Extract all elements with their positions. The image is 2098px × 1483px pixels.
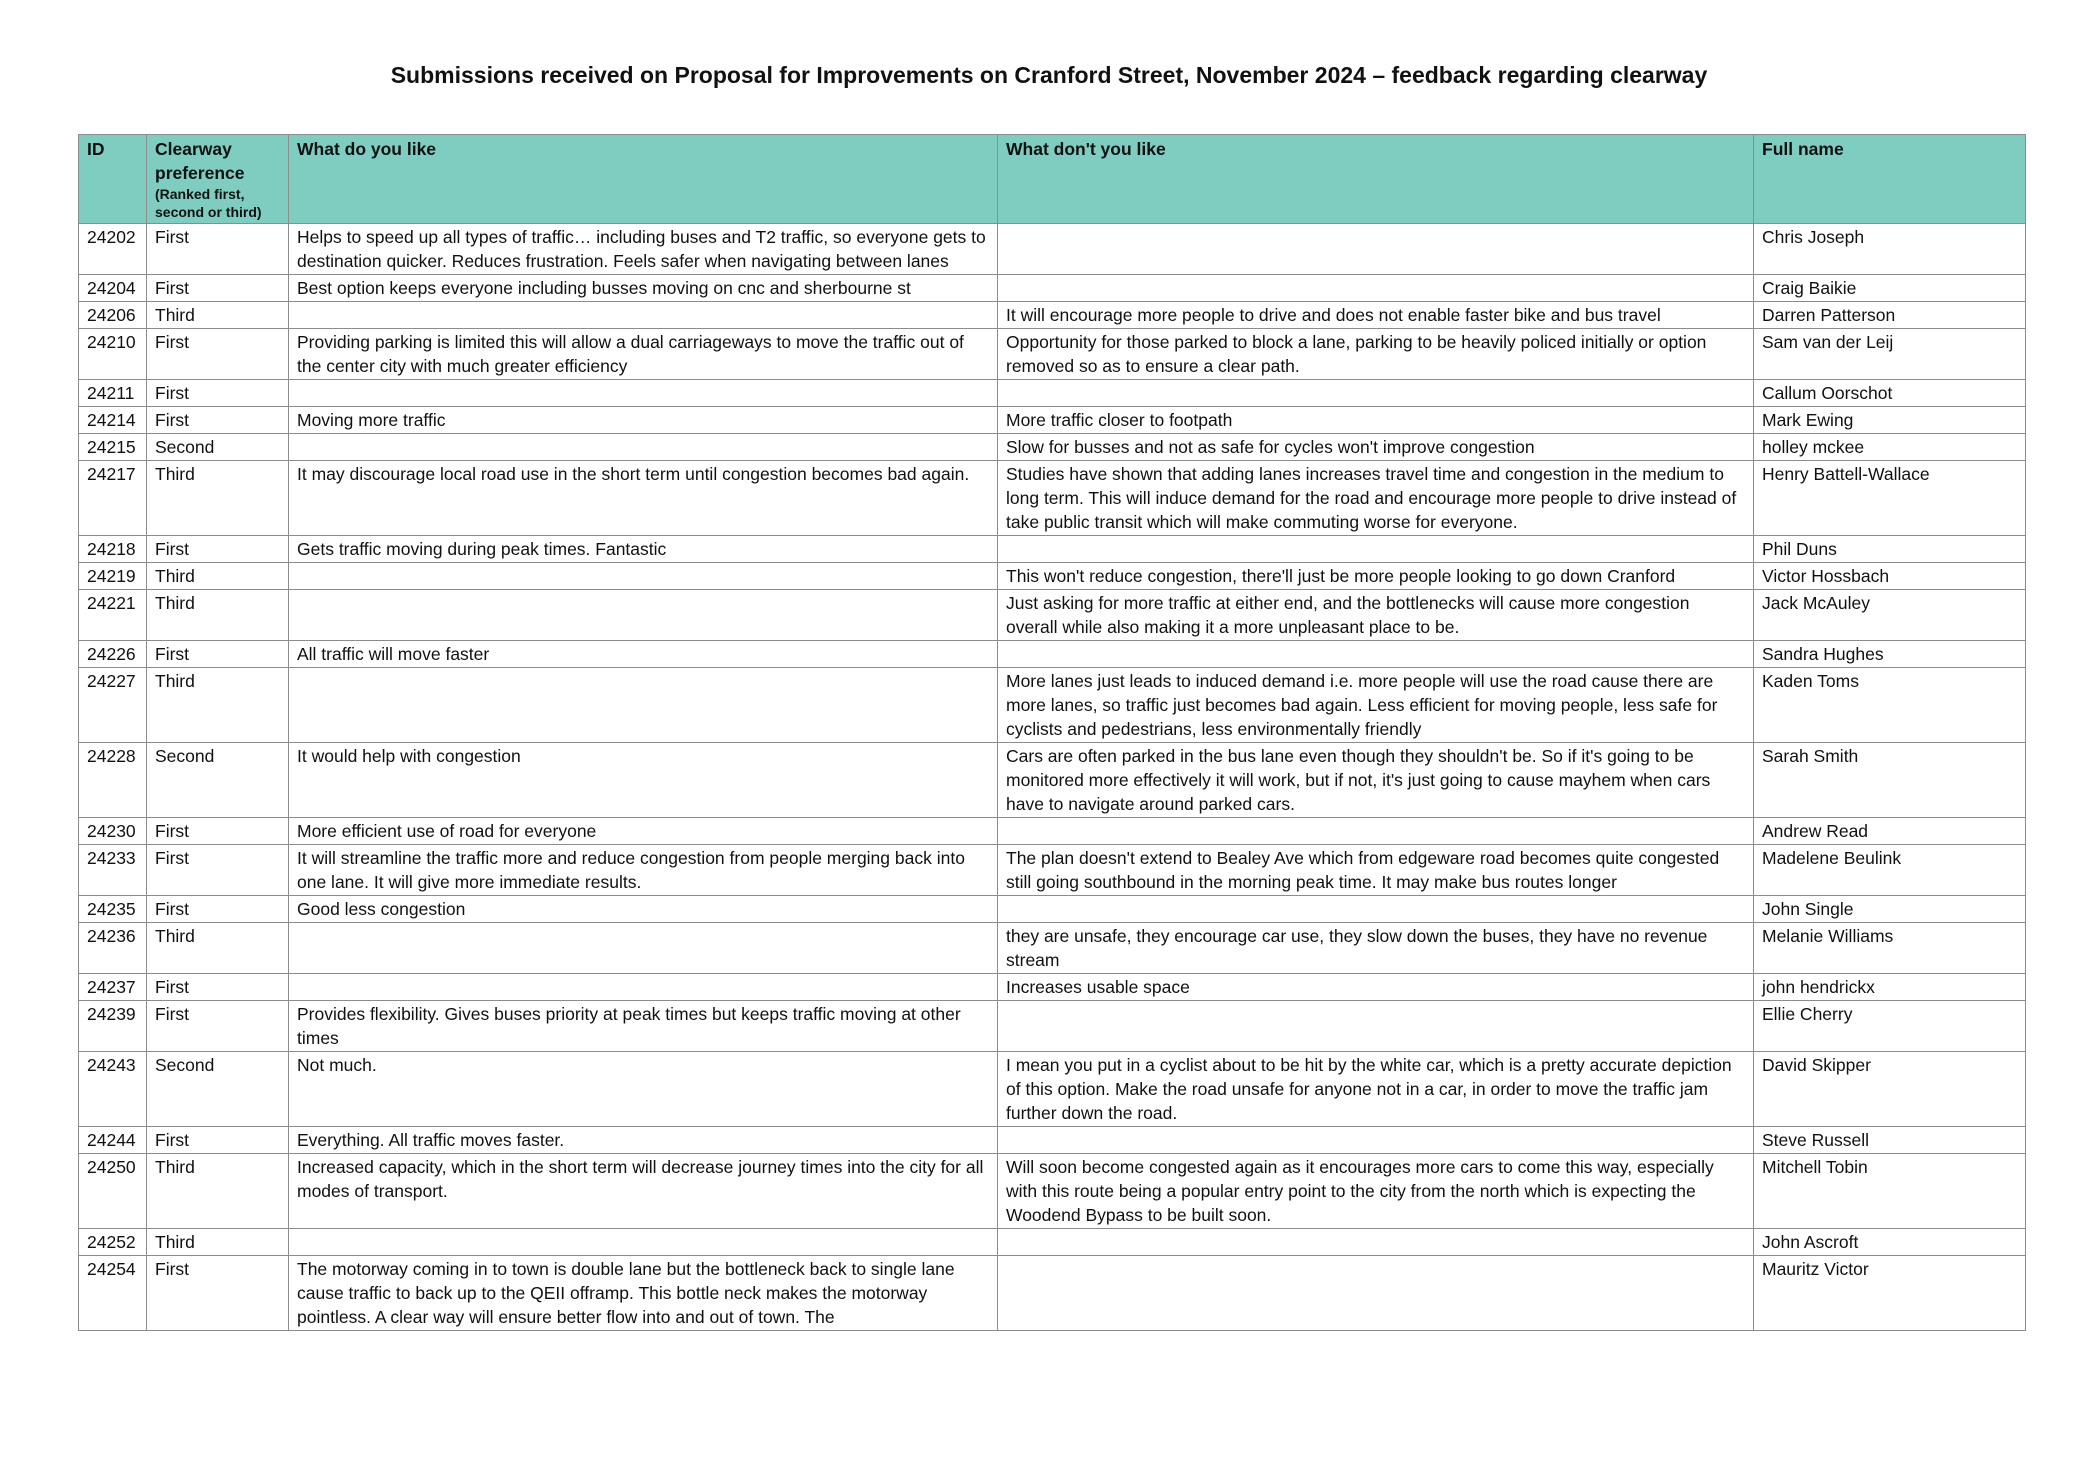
cell-dislike xyxy=(998,224,1754,275)
table-row xyxy=(79,1052,2026,1127)
cell-name: Sam van der Leij xyxy=(1754,329,2026,380)
cell-preference: Second xyxy=(147,1052,289,1127)
cell-id: 24210 xyxy=(79,329,147,380)
cell-like xyxy=(289,668,998,743)
cell-dislike xyxy=(998,275,1754,302)
cell-preference: First xyxy=(147,818,289,845)
cell-name: Mitchell Tobin xyxy=(1754,1154,2026,1229)
table-row xyxy=(79,590,2026,641)
cell-dislike xyxy=(998,1256,1754,1331)
table-row xyxy=(79,536,2026,563)
cell-id: 24226 xyxy=(79,641,147,668)
cell-like xyxy=(289,974,998,1001)
cell-name: Phil Duns xyxy=(1754,536,2026,563)
cell-dislike: I mean you put in a cyclist about to be hit by the white car, which is a pretty accurate depiction of this option. Make the road unsafe for anyone not in a car, in order to move the traffic jam further down the road. xyxy=(998,1052,1754,1127)
cell-name: John Ascroft xyxy=(1754,1229,2026,1256)
cell-dislike: More traffic closer to footpath xyxy=(998,407,1754,434)
table-row xyxy=(79,974,2026,1001)
cell-name: Madelene Beulink xyxy=(1754,845,2026,896)
cell-preference: First xyxy=(147,329,289,380)
cell-preference: Third xyxy=(147,1229,289,1256)
column-header-dislike: What don't you like xyxy=(998,135,1754,224)
cell-preference: First xyxy=(147,641,289,668)
cell-preference: Third xyxy=(147,461,289,536)
cell-like xyxy=(289,590,998,641)
cell-like: Helps to speed up all types of traffic… including buses and T2 traffic, so everyone gets to destination quicker. Reduces frustration. Feels safer when navigating between lanes xyxy=(289,224,998,275)
column-header-name: Full name xyxy=(1754,135,2026,224)
column-header-preference xyxy=(147,135,289,224)
cell-dislike: More lanes just leads to induced demand i.e. more people will use the road cause there are more lanes, so traffic just becomes bad again. Less efficient for moving people, less safe for cyclists and pedestrians, less environmentally friendly xyxy=(998,668,1754,743)
cell-preference: First xyxy=(147,1001,289,1052)
cell-preference: First xyxy=(147,845,289,896)
cell-id: 24206 xyxy=(79,302,147,329)
table-row xyxy=(79,668,2026,743)
cell-dislike: Cars are often parked in the bus lane even though they shouldn't be. So if it's going to be monitored more effectively it will work, but if not, it's just going to cause mayhem when cars have to navigate around parked cars. xyxy=(998,743,1754,818)
cell-preference: Third xyxy=(147,563,289,590)
table-row xyxy=(79,1154,2026,1229)
table-row xyxy=(79,329,2026,380)
cell-name: holley mckee xyxy=(1754,434,2026,461)
cell-id: 24230 xyxy=(79,818,147,845)
cell-dislike: Studies have shown that adding lanes increases travel time and congestion in the medium to long term. This will induce demand for the road and encourage more people to drive instead of take public transit which will make commuting worse for everyone. xyxy=(998,461,1754,536)
cell-like: Provides flexibility. Gives buses priority at peak times but keeps traffic moving at other times xyxy=(289,1001,998,1052)
cell-dislike: The plan doesn't extend to Bealey Ave which from edgeware road becomes quite congested still going southbound in the morning peak time. It may make bus routes longer xyxy=(998,845,1754,896)
cell-like: Moving more traffic xyxy=(289,407,998,434)
cell-like xyxy=(289,563,998,590)
cell-id: 24236 xyxy=(79,923,147,974)
cell-dislike xyxy=(998,380,1754,407)
table-row xyxy=(79,845,2026,896)
cell-dislike: Opportunity for those parked to block a lane, parking to be heavily policed initially or option removed so as to ensure a clear path. xyxy=(998,329,1754,380)
cell-preference: First xyxy=(147,407,289,434)
table-row xyxy=(79,461,2026,536)
cell-like: Everything. All traffic moves faster. xyxy=(289,1127,998,1154)
cell-name: Andrew Read xyxy=(1754,818,2026,845)
cell-dislike xyxy=(998,1127,1754,1154)
table-row xyxy=(79,302,2026,329)
cell-name: John Single xyxy=(1754,896,2026,923)
table-row xyxy=(79,923,2026,974)
cell-like: It will streamline the traffic more and reduce congestion from people merging back into one lane. It will give more immediate results. xyxy=(289,845,998,896)
cell-name: Mauritz Victor xyxy=(1754,1256,2026,1331)
cell-like xyxy=(289,434,998,461)
table-row xyxy=(79,1256,2026,1331)
cell-id: 24235 xyxy=(79,896,147,923)
cell-name: Melanie Williams xyxy=(1754,923,2026,974)
submissions-table xyxy=(78,134,2026,1331)
cell-name: Kaden Toms xyxy=(1754,668,2026,743)
table-row xyxy=(79,563,2026,590)
table-row xyxy=(79,743,2026,818)
cell-id: 24204 xyxy=(79,275,147,302)
cell-name: Victor Hossbach xyxy=(1754,563,2026,590)
cell-like xyxy=(289,1229,998,1256)
table-row xyxy=(79,275,2026,302)
cell-dislike: This won't reduce congestion, there'll just be more people looking to go down Cranford xyxy=(998,563,1754,590)
cell-name: Craig Baikie xyxy=(1754,275,2026,302)
cell-name: David Skipper xyxy=(1754,1052,2026,1127)
cell-name: Henry Battell-Wallace xyxy=(1754,461,2026,536)
cell-id: 24211 xyxy=(79,380,147,407)
cell-like: Best option keeps everyone including busses moving on cnc and sherbourne st xyxy=(289,275,998,302)
cell-like xyxy=(289,302,998,329)
cell-id: 24252 xyxy=(79,1229,147,1256)
cell-preference: Third xyxy=(147,1154,289,1229)
cell-id: 24215 xyxy=(79,434,147,461)
table-row xyxy=(79,896,2026,923)
cell-dislike: Just asking for more traffic at either end, and the bottlenecks will cause more congestion overall while also making it a more unpleasant place to be. xyxy=(998,590,1754,641)
cell-dislike: Will soon become congested again as it encourages more cars to come this way, especially with this route being a popular entry point to the city from the north which is expecting the Woodend Bypass to be built soon. xyxy=(998,1154,1754,1229)
cell-like: Good less congestion xyxy=(289,896,998,923)
table-row xyxy=(79,1127,2026,1154)
cell-dislike xyxy=(998,896,1754,923)
table-body xyxy=(79,224,2026,1331)
cell-like: It would help with congestion xyxy=(289,743,998,818)
table-row xyxy=(79,434,2026,461)
cell-dislike xyxy=(998,536,1754,563)
cell-like: Not much. xyxy=(289,1052,998,1127)
cell-name: Darren Patterson xyxy=(1754,302,2026,329)
cell-dislike: It will encourage more people to drive and does not enable faster bike and bus travel xyxy=(998,302,1754,329)
column-header-preference-note: (Ranked first, second or third) xyxy=(155,186,262,220)
table-row xyxy=(79,818,2026,845)
cell-preference: Third xyxy=(147,923,289,974)
cell-id: 24233 xyxy=(79,845,147,896)
cell-dislike: they are unsafe, they encourage car use, they slow down the buses, they have no revenue stream xyxy=(998,923,1754,974)
cell-preference: Third xyxy=(147,302,289,329)
cell-preference: First xyxy=(147,896,289,923)
column-header-id: ID xyxy=(79,135,147,224)
cell-id: 24219 xyxy=(79,563,147,590)
cell-id: 24221 xyxy=(79,590,147,641)
cell-id: 24202 xyxy=(79,224,147,275)
cell-like: All traffic will move faster xyxy=(289,641,998,668)
cell-preference: First xyxy=(147,1127,289,1154)
cell-id: 24244 xyxy=(79,1127,147,1154)
cell-like xyxy=(289,380,998,407)
cell-name: Steve Russell xyxy=(1754,1127,2026,1154)
column-header-preference-label: Clearway preference xyxy=(155,139,245,183)
table-row xyxy=(79,407,2026,434)
cell-id: 24228 xyxy=(79,743,147,818)
cell-name: Sarah Smith xyxy=(1754,743,2026,818)
cell-like: More efficient use of road for everyone xyxy=(289,818,998,845)
cell-name: Mark Ewing xyxy=(1754,407,2026,434)
cell-id: 24214 xyxy=(79,407,147,434)
cell-preference: First xyxy=(147,1256,289,1331)
cell-preference: Second xyxy=(147,743,289,818)
cell-id: 24227 xyxy=(79,668,147,743)
cell-like: It may discourage local road use in the short term until congestion becomes bad again. xyxy=(289,461,998,536)
cell-name: Ellie Cherry xyxy=(1754,1001,2026,1052)
cell-name: Sandra Hughes xyxy=(1754,641,2026,668)
table-row xyxy=(79,641,2026,668)
cell-like: The motorway coming in to town is double lane but the bottleneck back to single lane cause traffic to back up to the QEII offramp. This bottle neck makes the motorway pointless. A clear way will ensure better flow into and out of town. The xyxy=(289,1256,998,1331)
cell-preference: First xyxy=(147,275,289,302)
cell-id: 24243 xyxy=(79,1052,147,1127)
table-row xyxy=(79,1229,2026,1256)
cell-name: Chris Joseph xyxy=(1754,224,2026,275)
cell-id: 24250 xyxy=(79,1154,147,1229)
table-row xyxy=(79,1001,2026,1052)
cell-like: Providing parking is limited this will allow a dual carriageways to move the traffic out of the center city with much greater efficiency xyxy=(289,329,998,380)
cell-preference: First xyxy=(147,380,289,407)
table-header-row xyxy=(79,135,2026,224)
cell-id: 24254 xyxy=(79,1256,147,1331)
cell-name: john hendrickx xyxy=(1754,974,2026,1001)
table-row xyxy=(79,224,2026,275)
cell-name: Callum Oorschot xyxy=(1754,380,2026,407)
column-header-like: What do you like xyxy=(289,135,998,224)
cell-like xyxy=(289,923,998,974)
table-row xyxy=(79,380,2026,407)
cell-id: 24237 xyxy=(79,974,147,1001)
cell-preference: Third xyxy=(147,668,289,743)
cell-id: 24218 xyxy=(79,536,147,563)
cell-preference: First xyxy=(147,974,289,1001)
cell-preference: First xyxy=(147,224,289,275)
cell-dislike xyxy=(998,818,1754,845)
cell-preference: First xyxy=(147,536,289,563)
cell-id: 24217 xyxy=(79,461,147,536)
cell-dislike xyxy=(998,1001,1754,1052)
cell-id: 24239 xyxy=(79,1001,147,1052)
cell-dislike xyxy=(998,641,1754,668)
cell-like: Gets traffic moving during peak times. Fantastic xyxy=(289,536,998,563)
cell-dislike: Slow for busses and not as safe for cycles won't improve congestion xyxy=(998,434,1754,461)
cell-name: Jack McAuley xyxy=(1754,590,2026,641)
cell-preference: Second xyxy=(147,434,289,461)
cell-preference: Third xyxy=(147,590,289,641)
cell-dislike xyxy=(998,1229,1754,1256)
page-title: Submissions received on Proposal for Improvements on Cranford Street, November 2024 – feedback regarding clearway xyxy=(390,62,1708,88)
cell-dislike: Increases usable space xyxy=(998,974,1754,1001)
cell-like: Increased capacity, which in the short term will decrease journey times into the city for all modes of transport. xyxy=(289,1154,998,1229)
